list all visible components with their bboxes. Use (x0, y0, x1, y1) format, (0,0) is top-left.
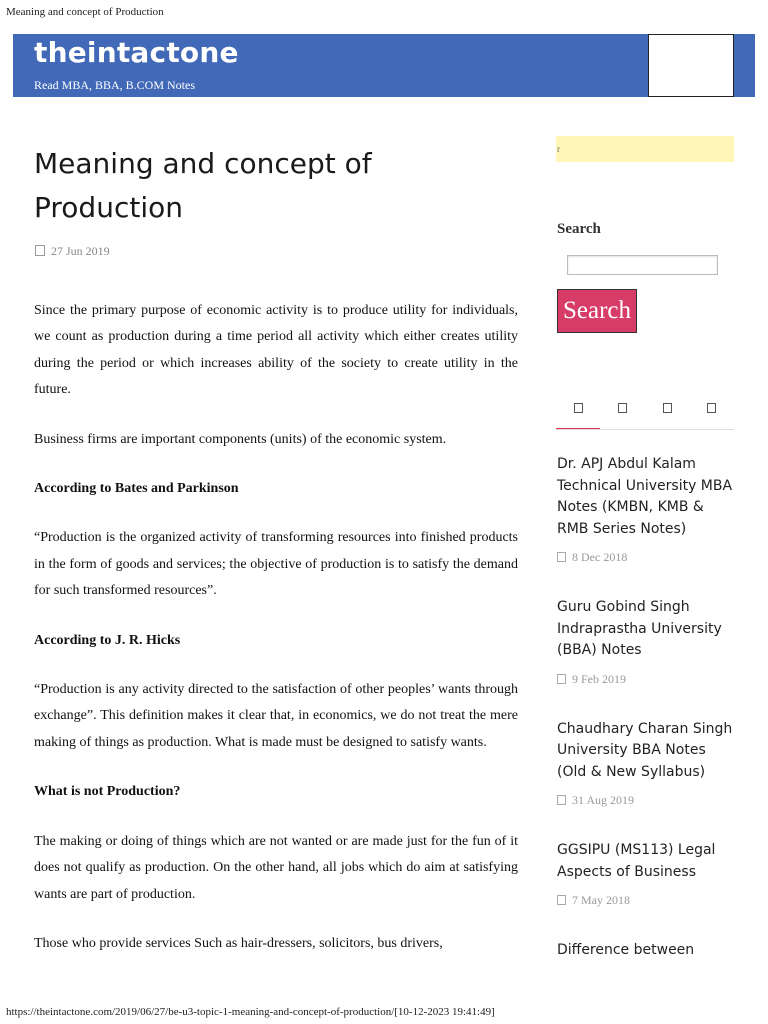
print-page-title: Meaning and concept of Production (6, 6, 164, 18)
sidebar-post-link[interactable]: Difference between (557, 942, 695, 958)
article-subheading: According to Bates and Parkinson (34, 481, 239, 497)
sidebar-notice-text: r (557, 144, 560, 154)
site-tagline: Read MBA, BBA, B.COM Notes (34, 78, 196, 92)
search-button[interactable]: Search (557, 289, 637, 333)
clock-icon (557, 895, 566, 905)
article-paragraph: “Production is any activity directed to the satisfaction of other peoples’ wants through exchange”. This definition makes it clear that, in economics, we do not treat the mere making of things as production. What is made must be designed to satisfy wants. (34, 682, 518, 750)
search-heading: Search (557, 221, 601, 237)
article-title: Meaning and concept of Production (34, 147, 372, 224)
sidebar-tabs (556, 396, 734, 430)
sidebar-post-date-text: 31 Aug 2019 (572, 793, 635, 807)
clock-icon (557, 674, 566, 684)
sidebar-post-date (557, 550, 737, 565)
tab-icon (663, 403, 672, 413)
article-paragraph: The making or doing of things which are not wanted or are made just for the fun of it does not qualify as production. On the other hand, all jobs which do aim at satisfying wants are part of production. (34, 833, 518, 902)
tab-1[interactable] (556, 400, 600, 429)
sidebar-post-link[interactable]: GGSIPU (MS113) Legal Aspects of Business (557, 842, 716, 880)
sidebar-post-link[interactable]: Guru Gobind Singh Indraprastha University (BBA) Notes (557, 599, 722, 658)
sidebar-post-list (557, 454, 737, 962)
tab-icon (574, 403, 583, 413)
article-date (35, 244, 110, 259)
sidebar-post-date (557, 793, 737, 808)
sidebar-post-date (557, 672, 737, 687)
tab-3[interactable] (645, 400, 689, 428)
article-paragraph: Since the primary purpose of economic activity is to produce utility for individuals, we count as production during a time period all activity which either creates utility during the period or which increases ability of the society to create utility in the future. (34, 303, 518, 398)
search-input[interactable] (567, 255, 718, 275)
sidebar-post-date-text: 9 Feb 2019 (572, 671, 626, 686)
article-date-text: 27 Jun 2019 (51, 244, 110, 258)
tab-2[interactable] (600, 400, 644, 428)
sidebar-notice (556, 136, 734, 162)
header-menu-box[interactable] (648, 34, 734, 97)
tab-icon (618, 403, 627, 413)
tab-4[interactable] (689, 400, 733, 428)
article-content (34, 298, 518, 980)
article-subheading: What is not Production? (34, 784, 181, 800)
tab-icon (707, 403, 716, 413)
article-paragraph: Those who provide services Such as hair-dressers, solicitors, bus drivers, (34, 935, 443, 951)
article-subheading: According to J. R. Hicks (34, 632, 181, 648)
sidebar-post-date (557, 893, 737, 908)
clock-icon (35, 245, 45, 256)
article-paragraph: Business firms are important components (units) of the economic system. (34, 431, 447, 447)
site-header (13, 34, 755, 97)
article-paragraph: “Production is the organized activity of transforming resources into finished products in the form of goods and services; the objective of production is to satisfy the demand for such transformed resources”. (34, 530, 518, 599)
site-title[interactable]: theintactone (34, 36, 239, 69)
sidebar-post-date-text: 7 May 2018 (572, 893, 630, 907)
sidebar-post-link[interactable]: Dr. APJ Abdul Kalam Technical University MBA Notes (KMBN, KMB & RMB Series Notes) (557, 456, 733, 537)
sidebar-post-link[interactable]: Chaudhary Charan Singh University BBA Notes (Old & New Syllabus) (557, 720, 733, 780)
sidebar-post-date-text: 8 Dec 2018 (572, 550, 628, 564)
clock-icon (557, 552, 566, 562)
print-footer-url: https://theintactone.com/2019/06/27/be-u3-topic-1-meaning-and-concept-of-production/[10-12-2023 19:41:49] (6, 1006, 495, 1018)
clock-icon (557, 795, 566, 805)
